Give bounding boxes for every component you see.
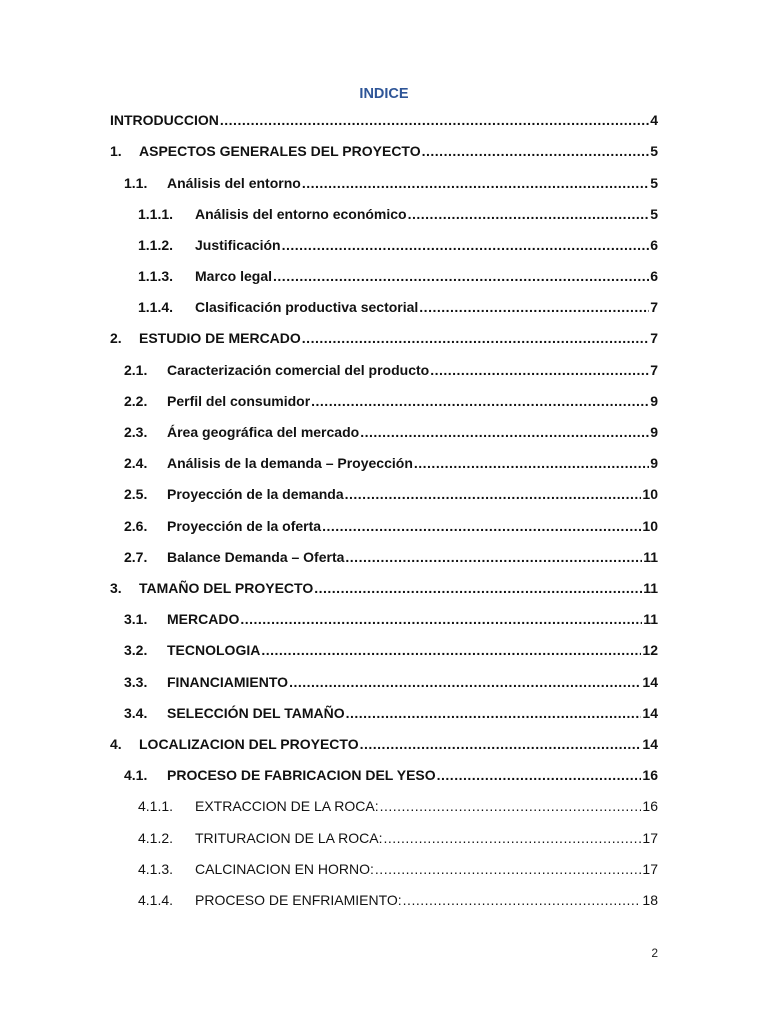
toc-entry[interactable] [0,421,768,443]
toc-entry-number: 2.5. [124,486,148,502]
toc-entry-number: 4.1.1. [138,798,174,814]
toc-leader-dots [408,203,650,225]
toc-entry[interactable] [0,889,768,911]
toc-entry-number: 2. [110,330,122,346]
toc-leader-dots [302,327,649,349]
toc-entry-page: 14 [642,674,658,690]
toc-entry-number: 4.1.3. [138,861,174,877]
toc-leader-dots [345,483,642,505]
toc-entry-page: 9 [650,455,658,471]
toc-entry-label: Caracterización comercial del producto [167,362,430,378]
toc-leader-dots [383,827,641,849]
toc-entry[interactable] [0,577,768,599]
toc-entry-number: 3.2. [124,642,148,658]
toc-entry-page: 5 [650,206,658,222]
toc-leader-dots [422,140,650,162]
toc-leader-dots [289,671,641,693]
toc-entry-number: 1.1.4. [138,299,174,315]
toc-entry-label: MERCADO [167,611,240,627]
toc-entry[interactable] [0,140,768,162]
toc-entry-number: 3. [110,580,122,596]
toc-leader-dots [380,795,642,817]
toc-entry-page: 11 [643,549,658,565]
toc-leader-dots [302,172,649,194]
toc-entry[interactable] [0,452,768,474]
toc-entry[interactable] [0,296,768,318]
toc-entry-number: 1.1.3. [138,268,174,284]
toc-leader-dots [430,359,649,381]
toc-entry-label: PROCESO DE FABRICACION DEL YESO [167,767,436,783]
toc-entry-number: 4. [110,736,122,752]
toc-entry-label: ESTUDIO DE MERCADO [139,330,301,346]
toc-entry-number: 1.1.1. [138,206,174,222]
toc-entry-number: 2.3. [124,424,148,440]
toc-entry[interactable] [0,203,768,225]
toc-entry[interactable] [0,234,768,256]
toc-entry[interactable] [0,265,768,287]
toc-entry[interactable] [0,671,768,693]
toc-leader-dots [240,608,642,630]
toc-entry-page: 10 [642,518,658,534]
toc-leader-dots [360,733,642,755]
toc-entry-label: Justificación [195,237,281,253]
toc-entry-page: 7 [650,330,658,346]
toc-entry-page: 16 [642,798,658,814]
toc-leader-dots [322,515,641,537]
toc-entry-page: 7 [650,299,658,315]
toc-entry-label: Análisis del entorno [167,175,301,191]
toc-entry-label: Análisis del entorno económico [195,206,407,222]
toc-entry[interactable] [0,702,768,724]
toc-entry-number: 3.4. [124,705,148,721]
toc-entry-page: 18 [642,892,658,908]
toc-leader-dots [273,265,649,287]
toc-entry-label: Análisis de la demanda – Proyección [167,455,413,471]
toc-leader-dots [419,296,649,318]
toc-leader-dots [403,889,642,911]
toc-entry-page: 6 [650,268,658,284]
toc-entry-page: 14 [642,705,658,721]
page-number: 2 [651,946,658,960]
toc-leader-dots [414,452,649,474]
toc-entry-label: Área geográfica del mercado [167,424,360,440]
toc-entry-page: 5 [650,175,658,191]
toc-entry[interactable] [0,327,768,349]
toc-entry[interactable] [0,390,768,412]
toc-entry-label: SELECCIÓN DEL TAMAÑO [167,705,345,721]
toc-entry-page: 14 [642,736,658,752]
toc-entry[interactable] [0,639,768,661]
toc-leader-dots [346,702,642,724]
toc-entry-number: 4.1. [124,767,148,783]
toc-entry-number: 3.1. [124,611,148,627]
toc-entry-label: Balance Demanda – Oferta [167,549,345,565]
toc-entry-label: ASPECTOS GENERALES DEL PROYECTO [139,143,421,159]
toc-entry-number: 4.1.2. [138,830,174,846]
toc-entry-page: 10 [642,486,658,502]
toc-leader-dots [360,421,649,443]
toc-entry-page: 17 [642,830,658,846]
toc-entry-page: 12 [642,642,658,658]
toc-entry-page: 6 [650,237,658,253]
toc-entry[interactable] [0,858,768,880]
toc-entry-number: 2.1. [124,362,148,378]
toc-leader-dots [261,639,641,661]
toc-entry[interactable] [0,172,768,194]
toc-entry[interactable] [0,483,768,505]
toc-entry-label: Clasificación productiva sectorial [195,299,419,315]
toc-entry[interactable] [0,827,768,849]
toc-entry-number: 1. [110,143,122,159]
toc-entry-label: TAMAÑO DEL PROYECTO [139,580,314,596]
toc-entry-number: 4.1.4. [138,892,174,908]
toc-leader-dots [345,546,642,568]
toc-entry-label: EXTRACCION DE LA ROCA: [195,798,379,814]
toc-entry-label: Perfil del consumidor [167,393,311,409]
toc-entry[interactable] [0,359,768,381]
toc-entry-label: TRITURACION DE LA ROCA: [195,830,383,846]
toc-entry-page: 9 [650,393,658,409]
toc-entry-label: INTRODUCCION [110,112,219,128]
toc-entry-page: 7 [650,362,658,378]
toc-entry-page: 17 [642,861,658,877]
toc-leader-dots [220,109,649,131]
toc-entry-number: 2.6. [124,518,148,534]
toc-entry[interactable] [0,733,768,755]
toc-entry-page: 4 [650,112,658,128]
toc-title: INDICE [359,86,409,102]
toc-entry-page: 11 [643,611,658,627]
toc-leader-dots [314,577,642,599]
toc-entry[interactable] [0,546,768,568]
toc-entry-number: 2.4. [124,455,148,471]
toc-entry-number: 2.7. [124,549,148,565]
toc-entry-page: 5 [650,143,658,159]
toc-entry-page: 16 [642,767,658,783]
toc-entry-number: 3.3. [124,674,148,690]
toc-leader-dots [375,858,642,880]
toc-leader-dots [437,764,642,786]
toc-entry-number: 2.2. [124,393,148,409]
toc-entry-label: Proyección de la demanda [167,486,344,502]
toc-entry-page: 11 [643,580,658,596]
toc-entry-label: Proyección de la oferta [167,518,322,534]
toc-leader-dots [282,234,650,256]
toc-entry[interactable] [0,109,768,131]
toc-entry-number: 1.1.2. [138,237,174,253]
toc-entry[interactable] [0,795,768,817]
toc-entry-label: CALCINACION EN HORNO: [195,861,374,877]
toc-entry-label: PROCESO DE ENFRIAMIENTO: [195,892,402,908]
toc-entry-label: TECNOLOGIA [167,642,261,658]
toc-leader-dots [311,390,649,412]
toc-entry-number: 1.1. [124,175,148,191]
toc-entry-label: Marco legal [195,268,273,284]
toc-entry-page: 9 [650,424,658,440]
toc-entry[interactable] [0,515,768,537]
toc-entry[interactable] [0,608,768,630]
toc-entry-label: LOCALIZACION DEL PROYECTO [139,736,359,752]
toc-entry-label: FINANCIAMIENTO [167,674,289,690]
toc-entry[interactable] [0,764,768,786]
